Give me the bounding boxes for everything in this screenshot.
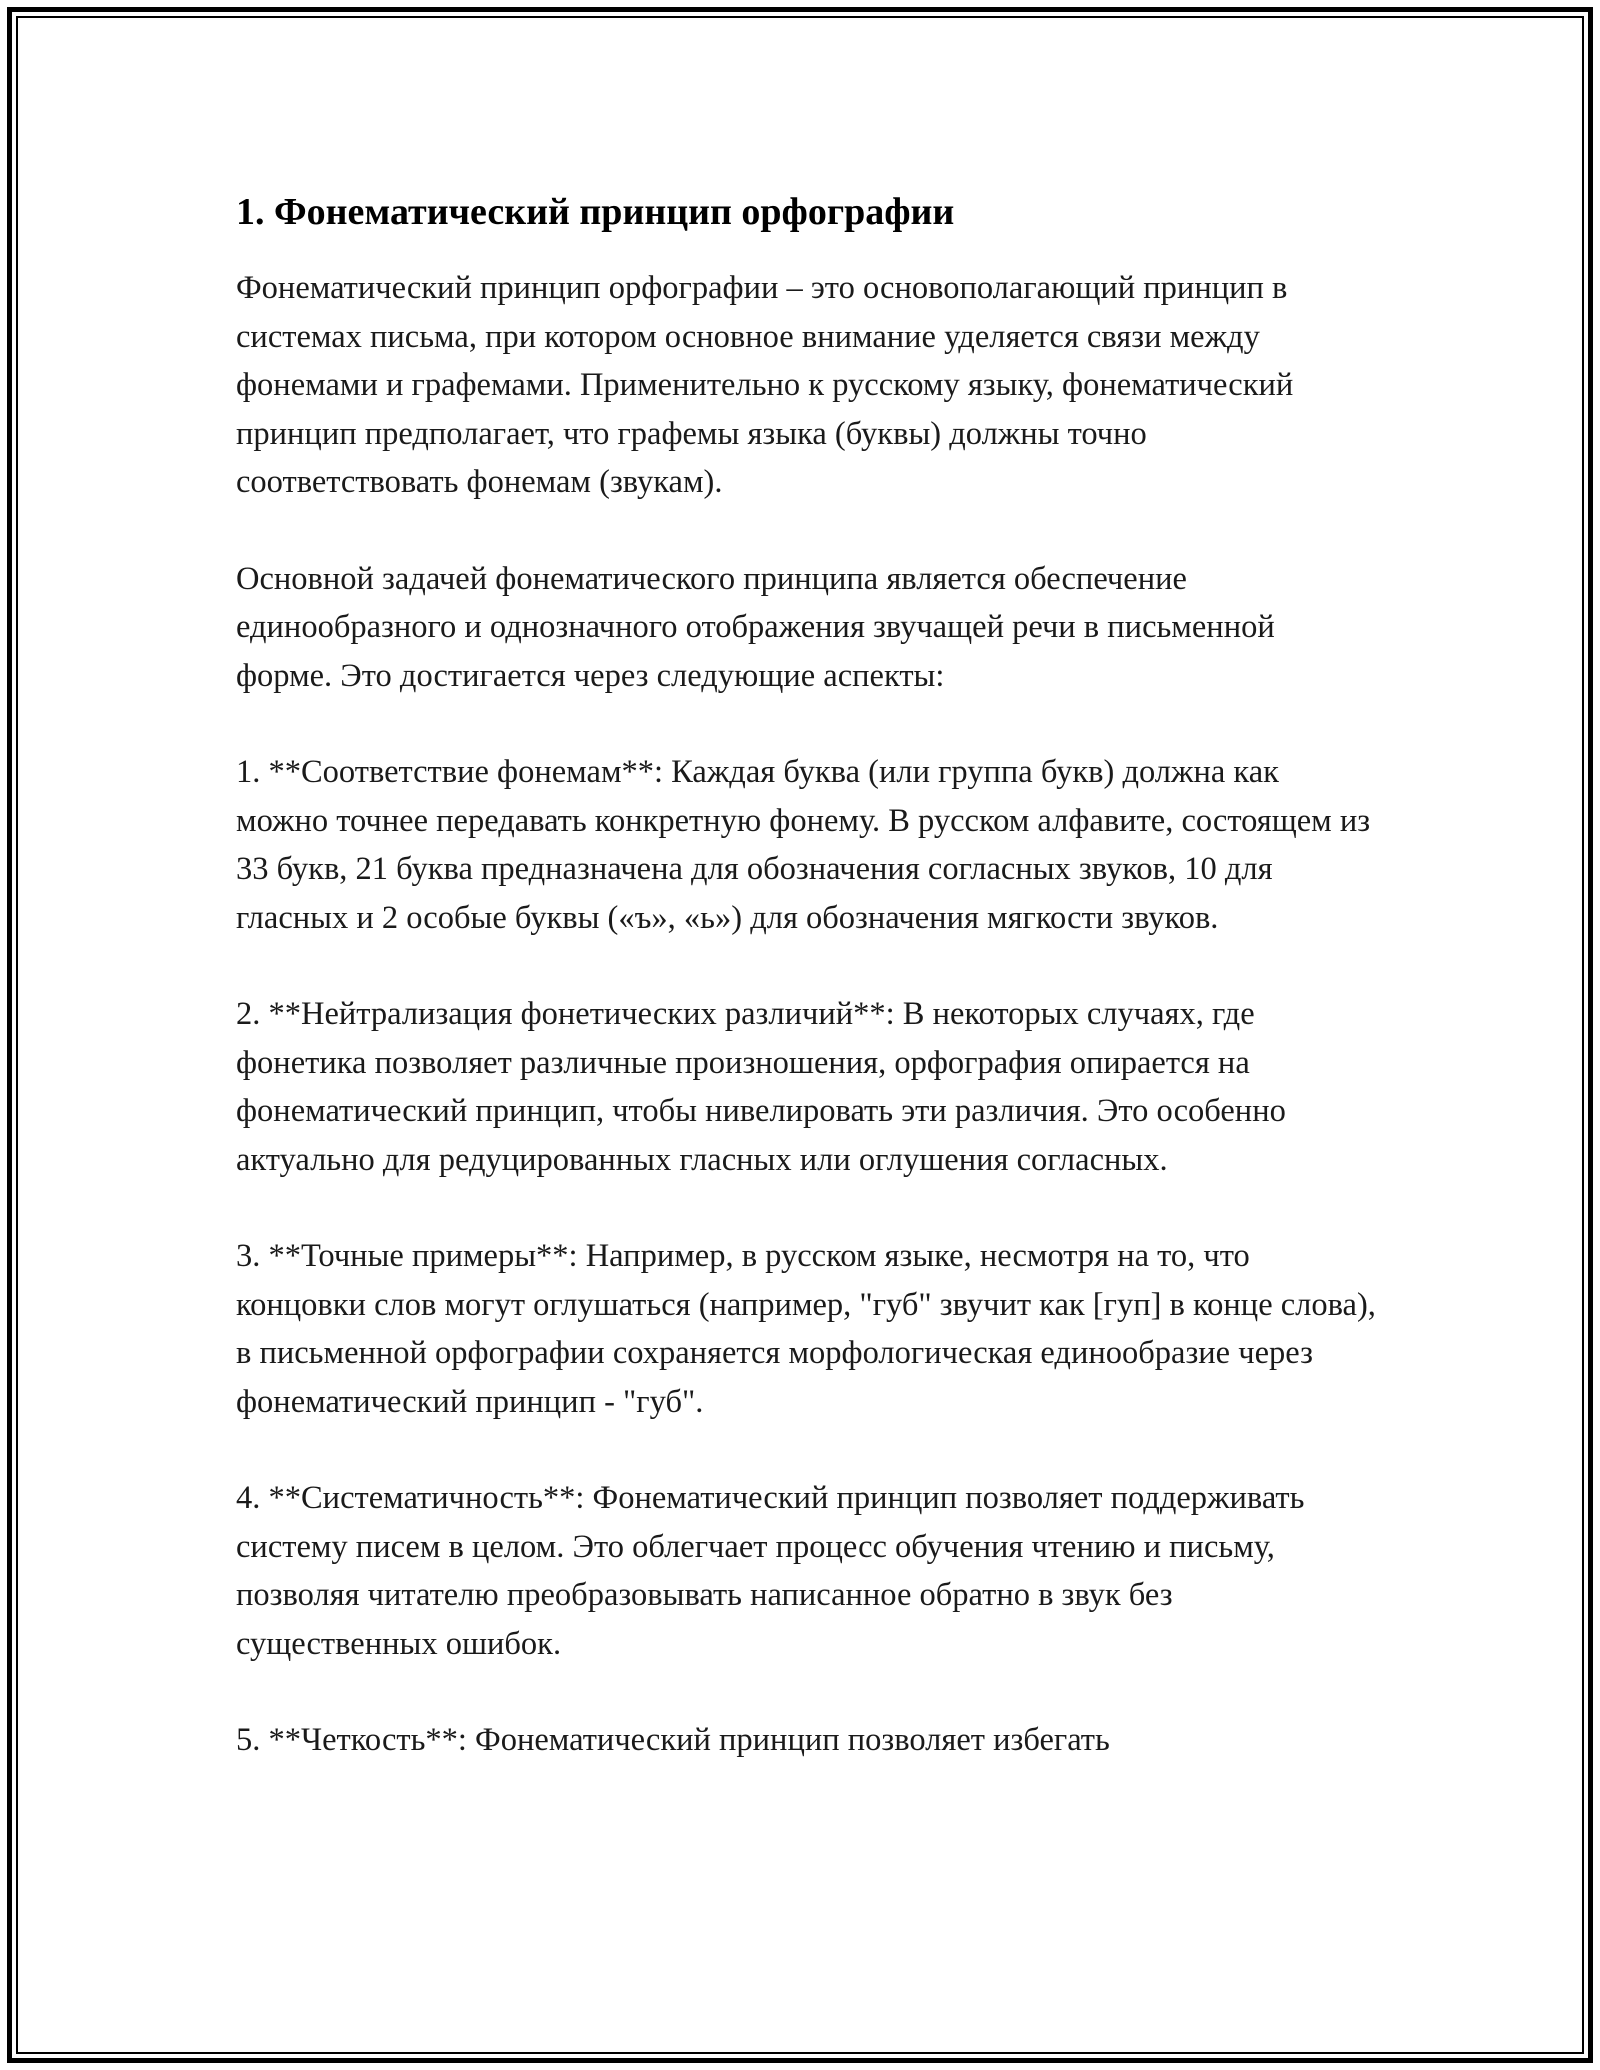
list-item-neutralization: 2. **Нейтрализация фонетических различий**: В некоторых случаях, где фонетика позволяет различные произношения, орфография опирается на фонематический принцип, чтобы нивелировать эти различия. Это особенно актуально для редуцированных гласных или оглушения согласных. [236,996,1286,1178]
document-body [236,186,1376,1813]
paragraph-intro: Фонематический принцип орфографии – это основополагающий принцип в системах письма, при котором основное внимание уделяется связи между фонемами и графемами. Применительно к русскому языку, фонематический принцип предполагает, что графемы языка (буквы) должны точно соответствовать фонемам (звукам). [236,270,1294,500]
document-title: 1. Фонематический принцип орфографии [236,191,955,233]
paragraph-main-task: Основной задачей фонематического принципа является обеспечение единообразного и однозначного отображения звучащей речи в письменной форме. Это достигается через следующие аспекты: [236,560,1275,694]
list-item-examples: 3. **Точные примеры**: Например, в русском языке, несмотря на то, что концовки слов могут оглушаться (например, "губ" звучит как [гуп] в конце слова), в письменной орфографии сохраняется морфологическая единообразие через фонематический принцип - "губ". [236,1238,1376,1420]
list-item-phoneme-correspondence: 1. **Соответствие фонемам**: Каждая буква (или группа букв) должна как можно точнее передавать конкретную фонему. В русском алфавите, состоящем из 33 букв, 21 буква предназначена для обозначения согласных звуков, 10 для гласных и 2 особые буквы («ъ», «ь») для обозначения мягкости звуков. [236,754,1371,936]
list-item-clarity: 5. **Четкость**: Фонематический принцип позволяет избегать [236,1722,1110,1758]
list-item-systematicity: 4. **Систематичность**: Фонематический принцип позволяет поддерживать систему писем в целом. Это облегчает процесс обучения чтению и письму, позволяя читателю преобразовывать написанное обратно в звук без существенных ошибок. [236,1480,1305,1662]
